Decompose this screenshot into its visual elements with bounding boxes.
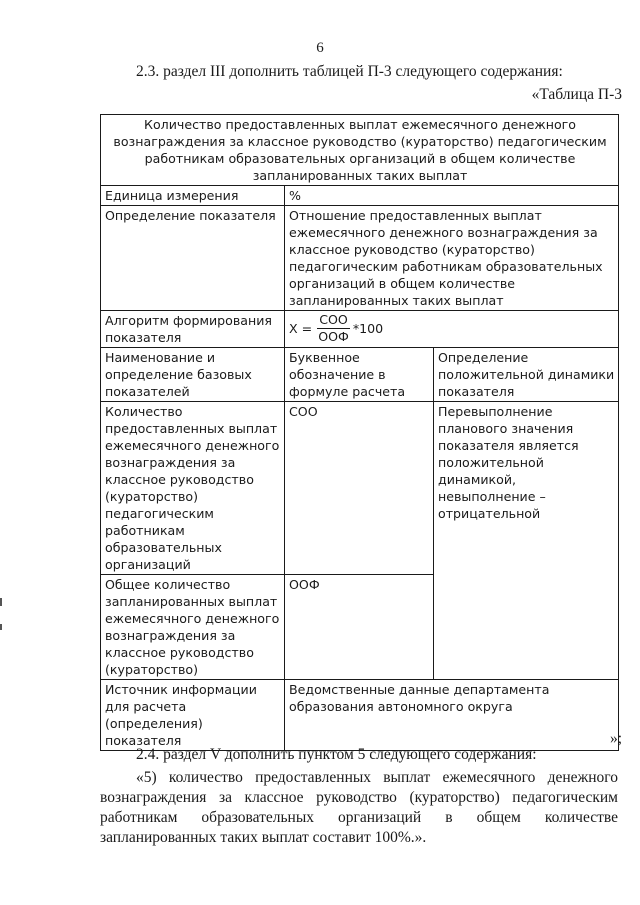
formula-cell (285, 311, 619, 348)
algorithm-label: Алгоритм формирования показателя (101, 311, 285, 348)
formula (289, 312, 383, 345)
header-name: Наименование и определение базовых показателей (101, 348, 285, 402)
point-5-line-1: «5) количество предоставленных выплат ежемесячного денежного (136, 769, 618, 786)
formula-multiplier: *100 (352, 321, 384, 336)
table-close-mark: »; (609, 730, 622, 747)
scan-margin-mark (0, 598, 2, 606)
algorithm-row (101, 311, 619, 348)
unit-row (101, 186, 619, 206)
source-row (101, 680, 619, 751)
formula-numerator: СОО (319, 312, 348, 327)
definition-value: Отношение предоставленных выплат ежемесячного денежного вознаграждения за классное руководство (кураторство) педагогическим работникам образовательных организаций в общем количестве запланированных таких выплат (285, 206, 619, 311)
formula-denominator: ООФ (318, 329, 349, 344)
base-indicator-name: Количество предоставленных выплат ежемесячного денежного вознаграждения за классное руководство (кураторство) педагогическим работникам образовательных организаций (101, 402, 285, 575)
unit-value: % (285, 186, 619, 206)
formula-lhs: X = (289, 321, 313, 336)
point-5-line-4: запланированных таких выплат составит 100%.». (100, 829, 427, 846)
section-2-4-line: 2.4. раздел V дополнить пунктом 5 следующего содержания: (136, 746, 537, 763)
scan-margin-mark (0, 624, 2, 630)
table-caption: «Таблица П-3 (531, 86, 622, 103)
base-indicator-symbol: СОО (285, 402, 434, 575)
header-symbol: Буквенное обозначение в формуле расчета (285, 348, 434, 402)
table-title-row (101, 115, 619, 186)
definition-label: Определение показателя (101, 206, 285, 311)
table-row (101, 402, 619, 575)
source-value: Ведомственные данные департамента образования автономного округа (285, 680, 619, 751)
page-number: 6 (316, 40, 324, 56)
source-label: Источник информации для расчета (определения) показателя (101, 680, 285, 751)
base-indicator-symbol: ООФ (285, 575, 434, 680)
table-title: Количество предоставленных выплат ежемесячного денежного вознаграждения за классное руководство (кураторство) педагогическим работникам образовательных организаций в общем количестве запланированных таких выплат (101, 115, 619, 186)
indicator-table (100, 114, 619, 751)
header-dynamics: Определение положительной динамики показателя (434, 348, 619, 402)
point-5-line-2: вознаграждения за классное руководство (кураторство) педагогическим (100, 789, 618, 806)
definition-row (101, 206, 619, 311)
intro-line: 2.3. раздел III дополнить таблицей П-3 следующего содержания: (136, 63, 563, 80)
point-5-line-3: работникам образовательных организаций в общем количестве (100, 809, 618, 826)
base-indicator-name: Общее количество запланированных выплат ежемесячного денежного вознаграждения за классное руководство (кураторство) (101, 575, 285, 680)
formula-fraction (316, 312, 351, 345)
header-row (101, 348, 619, 402)
dynamics-definition: Перевыполнение планового значения показателя является положительной динамикой, невыполнение – отрицательной (434, 402, 619, 680)
unit-label: Единица измерения (101, 186, 285, 206)
